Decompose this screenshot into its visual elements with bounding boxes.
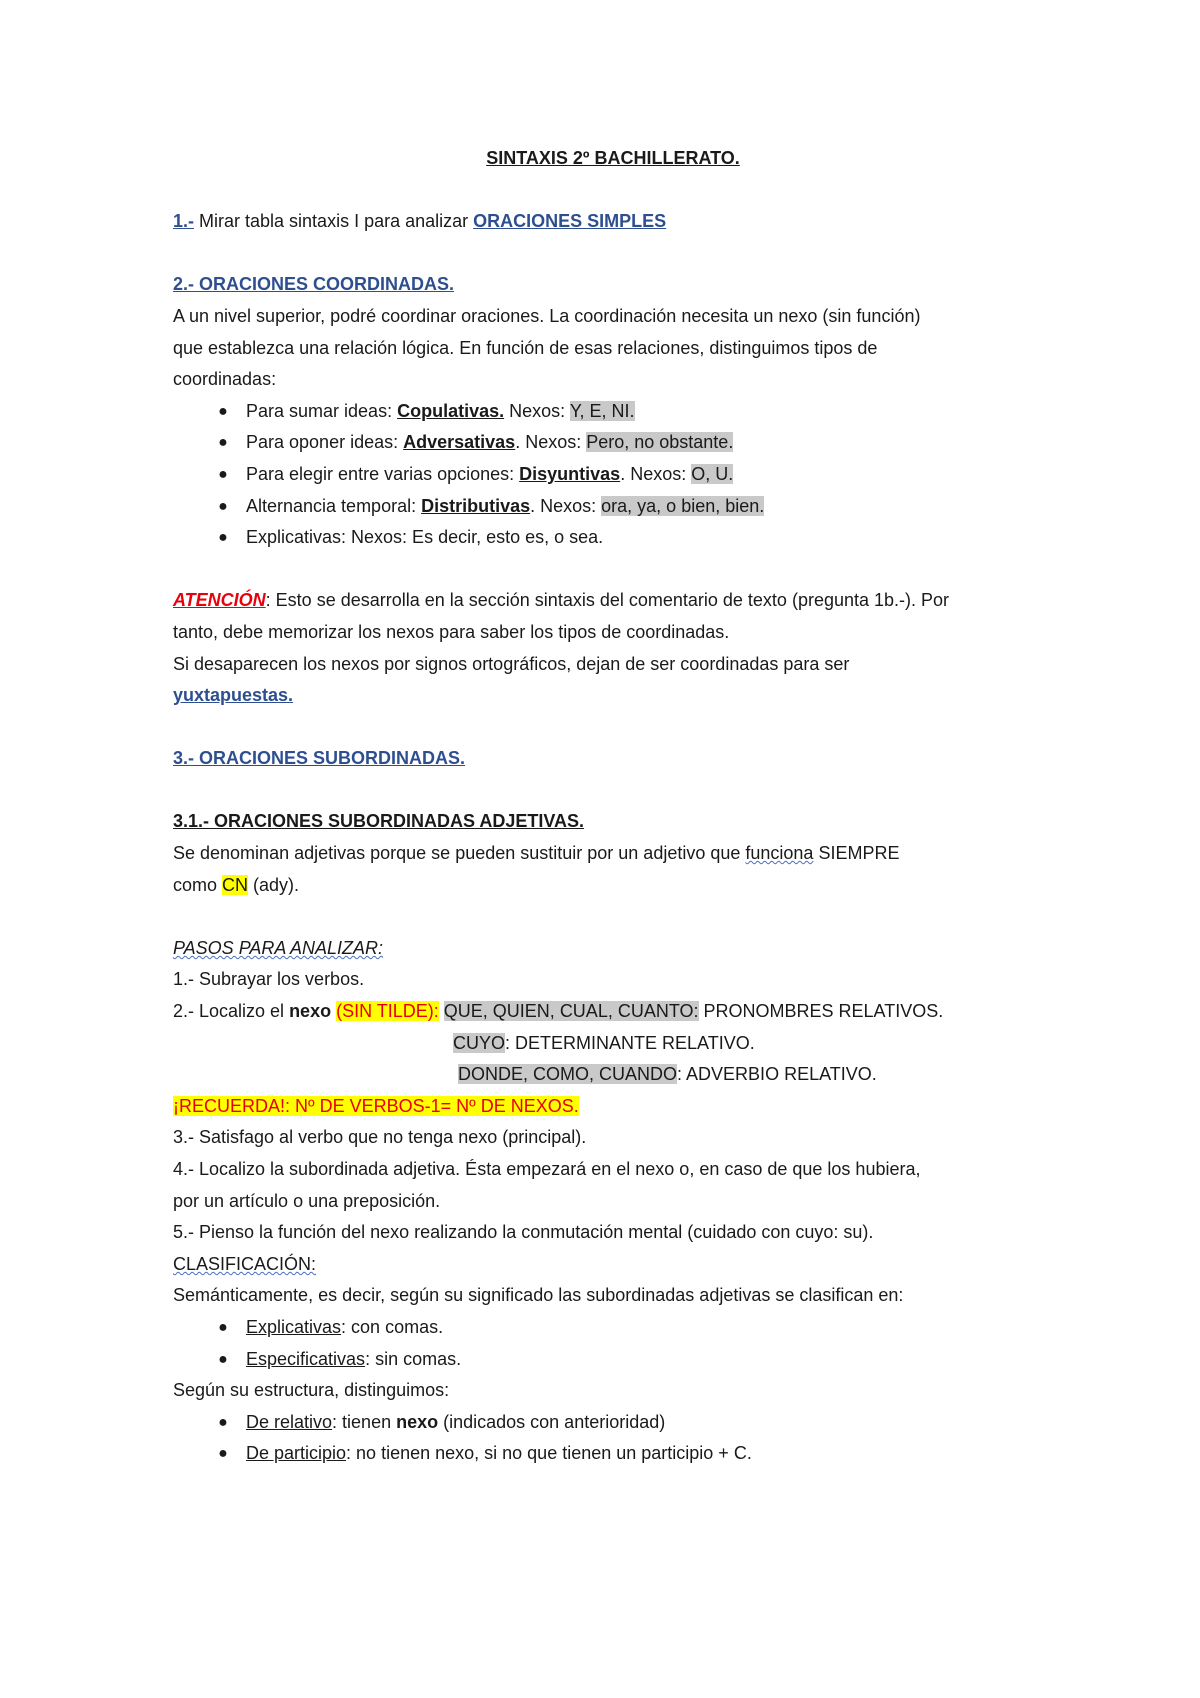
bullet-icon: ● [218, 465, 228, 483]
list-item: ● Alternancia temporal: Distributivas. Nexos: ora, ya, o bien, bien. [173, 491, 1053, 523]
term-adversativas: Adversativas [403, 432, 516, 453]
bullet-icon: ● [218, 402, 228, 420]
page-title: SINTAXIS 2º BACHILLERATO. [486, 148, 740, 168]
cn-highlight: CN [222, 874, 249, 895]
cuyo-highlight: CUYO [453, 1032, 506, 1053]
clasificacion-line [173, 1249, 1053, 1281]
clasificacion-label: CLASIFICACIÓN: [173, 1253, 317, 1274]
step-4-line-1: 4.- Localizo la subordinada adjetiva. Ésta empezará en el nexo o, en caso de que los hubiera, [173, 1159, 921, 1179]
step-3: 3.- Satisfago al verbo que no tenga nexo (principal). [173, 1127, 587, 1148]
list-item: ● Para elegir entre varias opciones: Disyuntivas. Nexos: O, U. [173, 459, 1053, 491]
sin-tilde-highlight: (SIN TILDE): [336, 1001, 439, 1022]
term-disyuntivas: Disyuntivas [519, 463, 621, 484]
list-item: ● Para sumar ideas: Copulativas. Nexos: Y, E, NI. [173, 396, 1053, 428]
estructura-line: Según su estructura, distinguimos: [173, 1380, 450, 1401]
bullet-icon: ● [218, 1318, 228, 1336]
nexos-highlight: O, U. [691, 463, 734, 484]
section-1-text: Mirar tabla sintaxis I para analizar [194, 211, 474, 232]
section-2-para-line-3: coordinadas: [173, 369, 277, 390]
step-4-line-2: por un artículo o una preposición. [173, 1190, 441, 1211]
step-2-cuyo: CUYO: DETERMINANTE RELATIVO. [453, 1032, 755, 1053]
atencion-line-3: Si desaparecen los nexos por signos ortográficos, dejan de ser coordinadas para ser [173, 653, 850, 674]
adjetivas-def-line-1: Se denominan adjetivas porque se pueden sustituir por un adjetivo que funciona SIEMPRE [173, 843, 900, 864]
relativos-highlight: QUE, QUIEN, CUAL, CUANTO: [443, 1001, 699, 1022]
list-item: ● Para oponer ideas: Adversativas. Nexos: Pero, no obstante. [173, 427, 1053, 459]
pasos-label-line [173, 933, 1053, 965]
atencion-line-1: ATENCIÓN: Esto se desarrolla en la sección sintaxis del comentario de texto (pregunta 1b.-). Por [173, 590, 950, 611]
bullet-icon: ● [218, 434, 228, 452]
document-body [173, 143, 1053, 1470]
yuxtapuestas-link[interactable]: yuxtapuestas. [173, 685, 294, 706]
atencion-label: ATENCIÓN [173, 590, 266, 611]
atencion-line-4 [173, 680, 1053, 712]
adjetivas-def-line-2: como CN (ady). [173, 874, 300, 895]
bullet-icon: ● [218, 497, 228, 515]
term-distributivas: Distributivas [421, 495, 531, 516]
pasos-label: PASOS PARA ANALIZAR: [173, 937, 384, 958]
oraciones-simples-link[interactable]: ORACIONES SIMPLES [473, 211, 667, 232]
section-2-heading: 2.- ORACIONES COORDINADAS. [173, 274, 455, 295]
nexos-highlight: Y, E, NI. [569, 400, 635, 421]
section-1-number: 1.- [173, 211, 195, 232]
term-copulativas: Copulativas. [397, 400, 505, 421]
list-item: ● De participio: no tienen nexo, si no que tienen un participio + C. [173, 1438, 1053, 1470]
recuerda-highlight: ¡RECUERDA!: Nº DE VERBOS-1= Nº DE NEXOS. [173, 1095, 579, 1116]
step-1: 1.- Subrayar los verbos. [173, 969, 365, 990]
step-5: 5.- Pienso la función del nexo realizando la conmutación mental (cuidado con cuyo: su). [173, 1222, 874, 1243]
nexos-highlight: Pero, no obstante. [586, 432, 734, 453]
nexos-highlight: ora, ya, o bien, bien. [601, 495, 765, 516]
atencion-line-2: tanto, debe memorizar los nexos para saber los tipos de coordinadas. [173, 621, 730, 642]
donde-highlight: DONDE, COMO, CUANDO [458, 1064, 678, 1085]
bullet-icon: ● [218, 1445, 228, 1463]
bullet-icon: ● [218, 1350, 228, 1368]
section-2-para-line-2: que establezca una relación lógica. En función de esas relaciones, distinguimos tipos de [173, 337, 878, 358]
step-2: 2.- Localizo el nexo (SIN TILDE): QUE, QUIEN, CUAL, CUANTO: PRONOMBRES RELATIVOS. [173, 1001, 944, 1022]
section-3-heading: 3.- ORACIONES SUBORDINADAS. [173, 748, 466, 769]
section-3-1-heading: 3.1.- ORACIONES SUBORDINADAS ADJETIVAS. [173, 811, 585, 832]
list-item: ● Explicativas: Nexos: Es decir, esto es, o sea. [173, 522, 1053, 554]
bullet-icon: ● [218, 529, 228, 547]
bullet-icon: ● [218, 1413, 228, 1431]
section-1-line [173, 206, 1053, 238]
step-2-donde: DONDE, COMO, CUANDO: ADVERBIO RELATIVO. [458, 1064, 877, 1085]
list-item: ● Explicativas: con comas. [173, 1312, 1053, 1344]
semanticamente-line: Semánticamente, es decir, según su significado las subordinadas adjetivas se clasifican en: [173, 1285, 904, 1306]
list-item: ● Especificativas: sin comas. [173, 1344, 1053, 1376]
section-2-para-line-1: A un nivel superior, podré coordinar oraciones. La coordinación necesita un nexo (sin función) [173, 305, 921, 326]
list-item: ● De relativo: tienen nexo (indicados con anterioridad) [173, 1407, 1053, 1439]
recuerda-line [173, 1091, 1053, 1123]
